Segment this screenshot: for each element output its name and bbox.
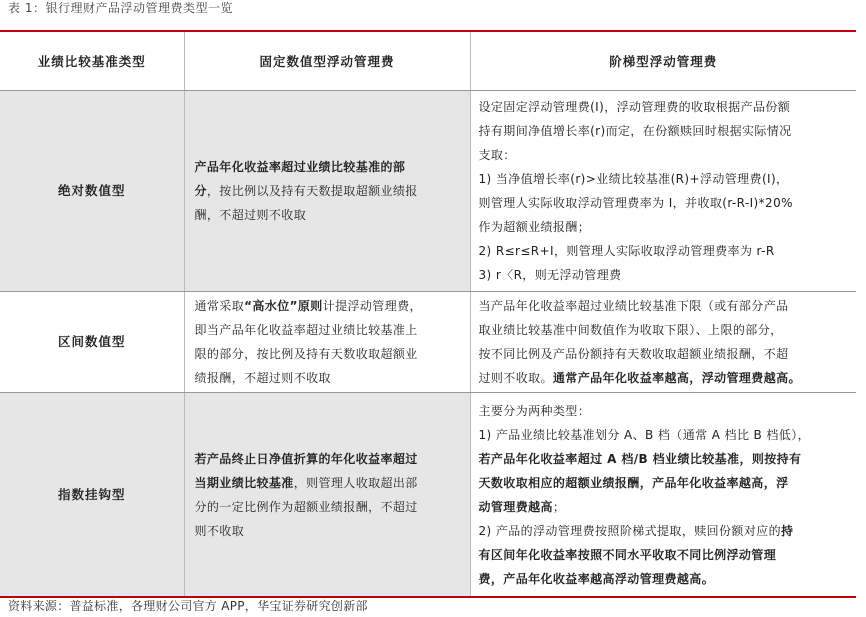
text-run: 计提浮动管理费， (322, 299, 422, 313)
bold-text-run: 若产品年化收益率超过 A 档/B 档业绩比较基准，则按持有 (478, 451, 802, 466)
text-run: 设定固定浮动管理费(I)，浮动管理费的收取根据产品份额 (478, 100, 791, 114)
text-run: 主要分为两种类型： (478, 403, 591, 418)
bold-text-run: 天数收取相应的超额业绩报酬，产品年化收益率越高，浮 (478, 475, 789, 490)
text-run: 支取： (478, 148, 516, 162)
source-note: 资料来源：普益标准，各理财公司官方 APP，华宝证券研究创新部 (8, 599, 368, 613)
text-run: 过则不收取。 (478, 371, 553, 385)
table-caption: 表 1：银行理财产品浮动管理费类型一览 (8, 1, 233, 15)
header-benchmark-type: 业绩比较基准类型 (0, 31, 184, 91)
table-row (0, 393, 856, 598)
text-run: 则管理人实际收取浮动管理费率为 I，并收取(r-R-I)*20% (478, 196, 793, 210)
bold-text-run: 有区间年化收益率按照不同水平收取不同比例浮动管理 (478, 547, 777, 562)
cell-text-line (479, 543, 853, 567)
text-run: 1) 当净值增长率(r)>业绩比较基准(R)+浮动管理费(I)， (478, 172, 789, 186)
text-run: 作为超额业绩报酬； (478, 220, 591, 234)
text-run: ； (552, 499, 566, 514)
text-run: 按不同比例及产品份额持有天数收取超额业绩报酬，不超 (478, 347, 789, 361)
bold-text-run: 通常产品年化收益率越高，浮动管理费越高。 (552, 371, 801, 385)
cell-text-line (479, 191, 853, 215)
cell-text-line (479, 495, 853, 519)
text-run: 酬，不超过则不收取 (194, 208, 307, 222)
text-run: 2) R≤r≤R+I，则管理人实际收取浮动管理费率为 r-R (478, 244, 775, 258)
row-type-label: 区间数值型 (0, 292, 184, 393)
cell-text-line (195, 155, 464, 179)
cell-text-line (195, 519, 464, 543)
bold-text-run: 费，产品年化收益率越高浮动管理费越高。 (478, 571, 715, 586)
cell-text-line (195, 342, 464, 366)
bold-text-run: 当期业绩比较基准 (194, 475, 294, 490)
cell-text-line (195, 471, 464, 495)
cell-text-line (479, 423, 853, 447)
cell-text-line (479, 294, 853, 318)
text-run: 绩报酬，不超过则不收取 (194, 371, 331, 385)
text-run: 分的一定比例作为超额业绩报酬，不超过 (194, 499, 418, 514)
table-row (0, 91, 856, 292)
text-run: 3) r〈R，则无浮动管理费 (478, 268, 622, 282)
fee-type-table (0, 30, 856, 598)
tiered-fee-cell (470, 393, 856, 598)
bold-text-run: 动管理费越高 (478, 499, 553, 514)
bold-text-run: 产品年化收益率超过业绩比较基准的部 (194, 160, 406, 174)
tiered-fee-cell (470, 91, 856, 292)
cell-text-line (479, 399, 853, 423)
cell-text-line (195, 179, 464, 203)
fixed-fee-cell (184, 393, 470, 598)
text-run: 通常采取 (194, 299, 245, 313)
header-fixed-fee: 固定数值型浮动管理费 (184, 31, 470, 91)
cell-text-line (479, 95, 853, 119)
bold-text-run: “高水位”原则 (244, 299, 323, 313)
text-run: ，按比例以及持有天数提取超额业绩报 (206, 184, 418, 198)
row-type-label: 绝对数值型 (0, 91, 184, 292)
fixed-fee-cell (184, 91, 470, 292)
cell-text-line (195, 203, 464, 227)
text-run: 取业绩比较基准中间数值作为收取下限）、上限的部分， (478, 323, 783, 337)
bold-text-run: 分 (194, 184, 207, 198)
cell-text-line (479, 471, 853, 495)
row-type-label: 指数挂钩型 (0, 393, 184, 598)
cell-text-line (479, 215, 853, 239)
cell-text-line (479, 119, 853, 143)
cell-text-line (195, 447, 464, 471)
cell-text-line (195, 294, 464, 318)
cell-text-line (479, 366, 853, 390)
cell-text-line (195, 318, 464, 342)
text-run: 当产品年化收益率超过业绩比较基准下限（或有部分产品 (478, 299, 789, 313)
cell-text-line (195, 366, 464, 390)
fixed-fee-cell (184, 292, 470, 393)
cell-text-line (195, 495, 464, 519)
header-tiered-fee: 阶梯型浮动管理费 (470, 31, 856, 91)
table-header-row (0, 31, 856, 91)
text-run: 持有期间净值增长率(r)而定，在份额赎回时根据实际情况 (478, 124, 792, 138)
cell-text-line (479, 263, 853, 287)
bold-text-run: 持 (781, 523, 794, 538)
text-run: 1) 产品业绩比较基准划分 A、B 档（通常 A 档比 B 档低）， (478, 427, 811, 442)
cell-text-line (479, 519, 853, 543)
text-run: ，则管理人收取超出部 (293, 475, 418, 490)
cell-text-line (479, 143, 853, 167)
cell-text-line (479, 567, 853, 591)
cell-text-line (479, 447, 853, 471)
cell-text-line (479, 342, 853, 366)
bold-text-run: 若产品终止日净值折算的年化收益率超过 (194, 451, 418, 466)
text-run: 即当产品年化收益率超过业绩比较基准上 (194, 323, 418, 337)
cell-text-line (479, 239, 853, 263)
cell-text-line (479, 167, 853, 191)
text-run: 限的部分，按比例及持有天数收取超额业 (194, 347, 418, 361)
text-run: 2) 产品的浮动管理费按照阶梯式提取，赎回份额对应的 (478, 523, 782, 538)
table-row (0, 292, 856, 393)
text-run: 则不收取 (194, 523, 245, 538)
cell-text-line (479, 318, 853, 342)
tiered-fee-cell (470, 292, 856, 393)
